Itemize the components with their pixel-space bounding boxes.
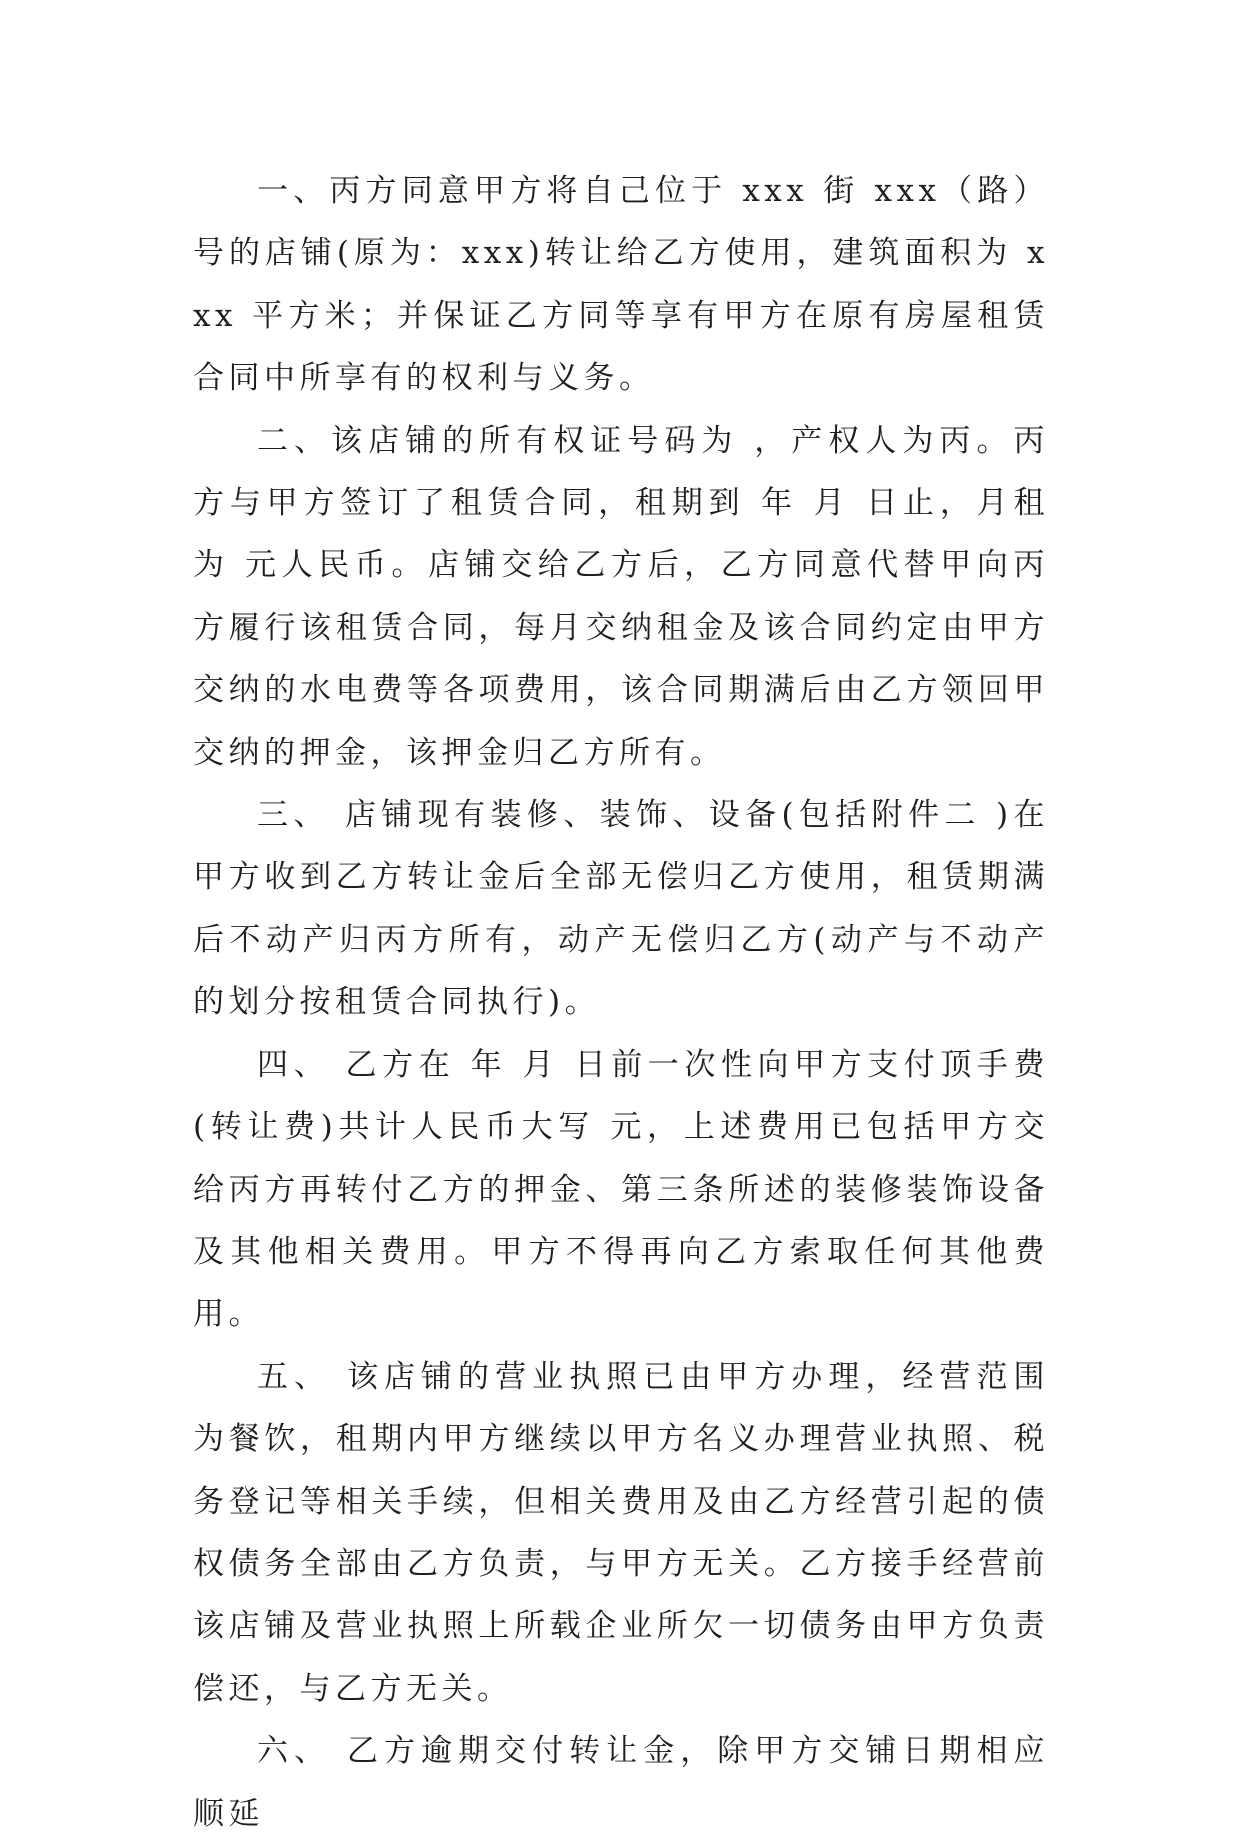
clause-1-paragraph: 一、丙方同意甲方将自己位于 xxx 街 xxx（路） 号的店铺(原为：xxx)转让给乙方使用，建筑面积为 xxx 平方米；并保证乙方同等享有甲方在原有房屋租赁合同中所享有的权利与义务。 (193, 173, 1049, 397)
clause-4-paragraph: 四、 乙方在 年 月 日前一次性向甲方支付顶手费(转让费)共计人民币大写 元，上述费用已包括甲方交给丙方再转付乙方的押金、第三条所述的装修装饰设备及其他相关费用。甲方不得再向乙方索取任何其他费用。 (193, 1046, 1049, 1333)
contract-body (193, 160, 1049, 1845)
clause-3-paragraph: 三、 店铺现有装修、装饰、设备(包括附件二 )在甲方收到乙方转让金后全部无偿归乙方使用，租赁期满后不动产归丙方所有，动产无偿归乙方(动产与不动产的划分按租赁合同执行)。 (193, 797, 1049, 1021)
clause-6-paragraph: 六、 乙方逾期交付转让金，除甲方交铺日期相应顺延 (193, 1733, 1049, 1832)
clause-5-paragraph: 五、 该店铺的营业执照已由甲方办理，经营范围为餐饮，租期内甲方继续以甲方名义办理营业执照、税务登记等相关手续，但相关费用及由乙方经营引起的债权债务全部由乙方负责，与甲方无关。乙方接手经营前该店铺及营业执照上所载企业所欠一切债务由甲方负责偿还，与乙方无关。 (193, 1358, 1049, 1707)
clause-2-paragraph: 二、该店铺的所有权证号码为 ，产权人为丙。丙方与甲方签订了租赁合同，租期到 年 月 日止，月租为 元人民币。店铺交给乙方后，乙方同意代替甲向丙方履行该租赁合同，每月交纳租金及该合同约定由甲方交纳的水电费等各项费用，该合同期满后由乙方领回甲交纳的押金，该押金归乙方所有。 (193, 422, 1049, 771)
